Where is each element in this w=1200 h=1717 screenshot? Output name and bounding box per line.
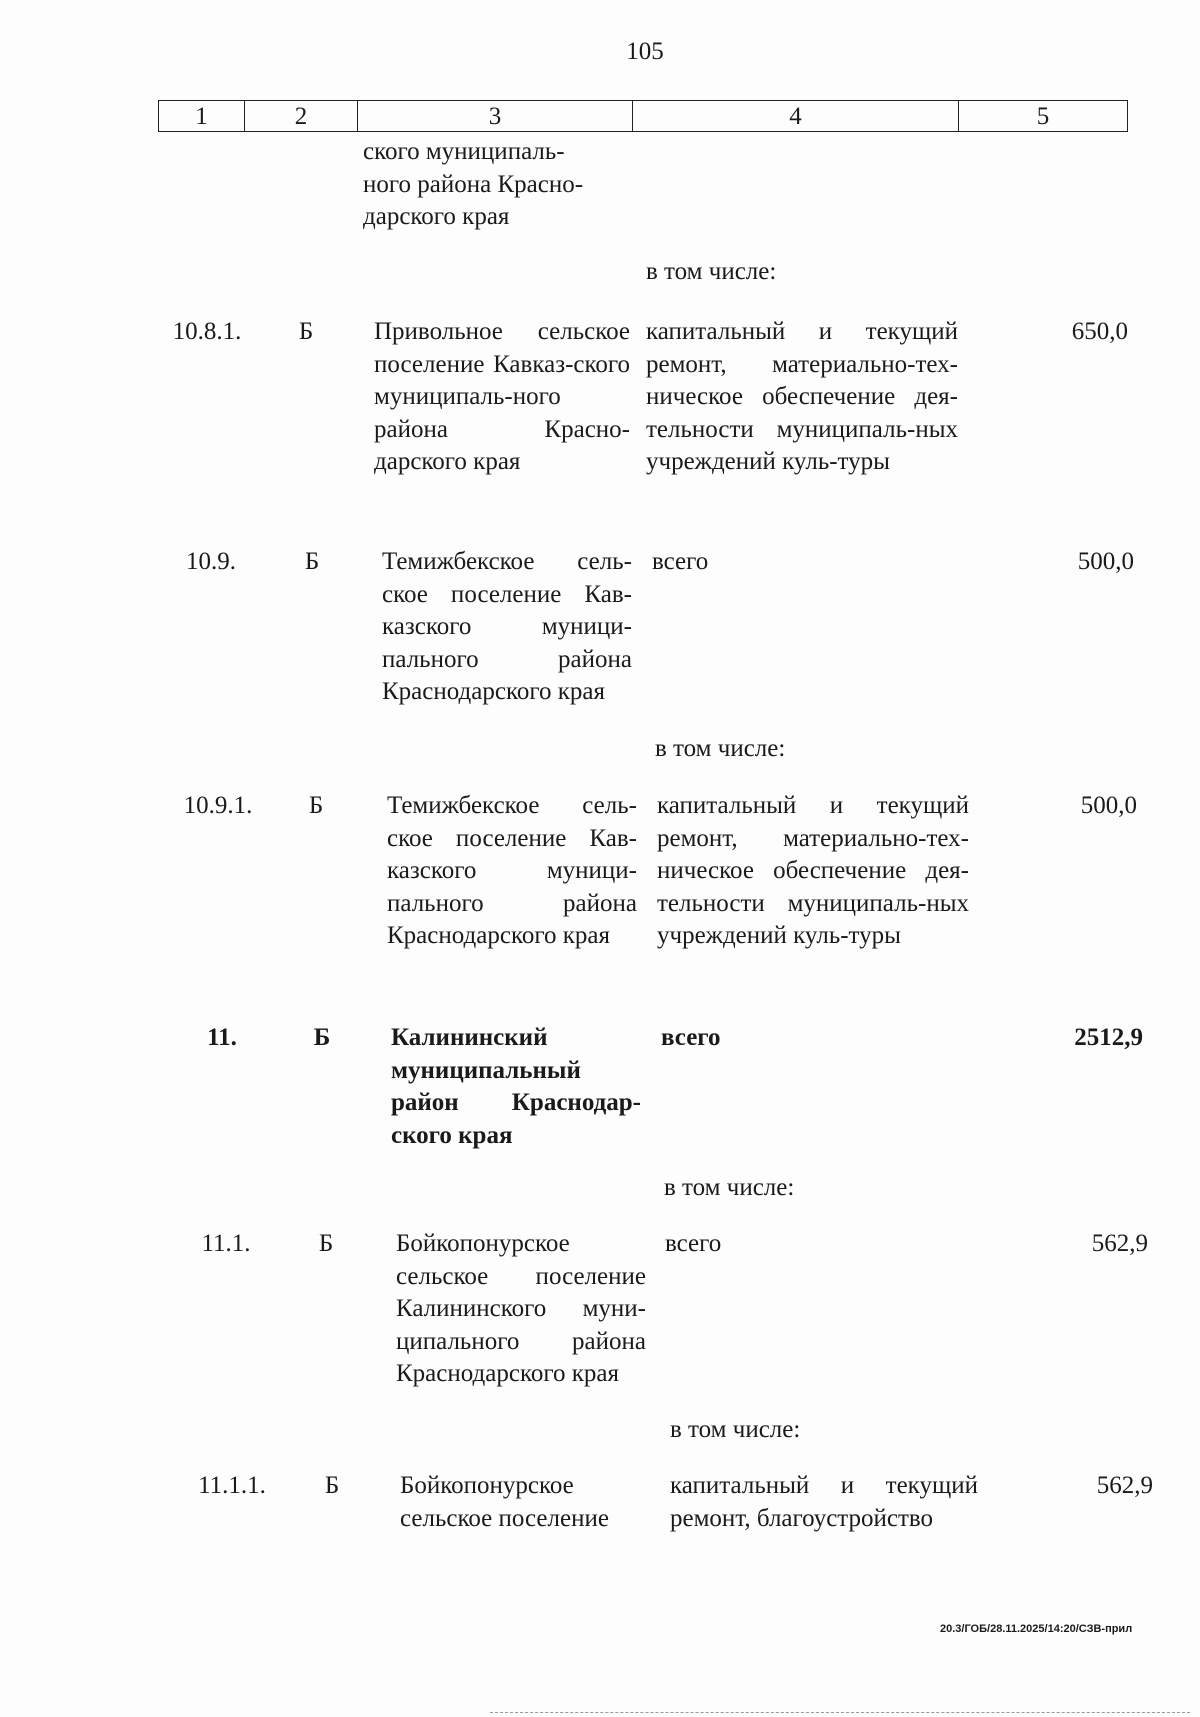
row-amount: 500,0 bbox=[1077, 548, 1134, 575]
row-recipient-name: Привольное сельское поселение Кавказ-ского муниципаль-ного района Красно-дарского края bbox=[374, 318, 630, 475]
row-category: Б bbox=[304, 548, 320, 575]
row-purpose: в том числе: bbox=[655, 735, 786, 762]
row-purpose: в том числе: bbox=[670, 1416, 801, 1443]
row-number: 11. bbox=[207, 1024, 237, 1051]
column-header-4: 4 bbox=[633, 101, 959, 132]
row-purpose: капитальный и текущий ремонт, материально-тех-ническое обеспечение дея-тельности муниципаль-ных учреждений куль-туры bbox=[657, 792, 969, 949]
bottom-scan-line bbox=[490, 1712, 1190, 1713]
row-number: 10.8.1. bbox=[172, 318, 242, 345]
column-header-5: 5 bbox=[959, 101, 1128, 132]
row-category: Б bbox=[324, 1472, 340, 1499]
row-recipient-name: Бойкопонурское сельское поселение Калининского муни-ципального района Краснодарского края bbox=[396, 1230, 646, 1387]
column-header-1: 1 bbox=[159, 101, 245, 132]
row-purpose: капитальный и текущий ремонт, материально-тех-ническое обеспечение дея-тельности муниципаль-ных учреждений куль-туры bbox=[646, 318, 958, 475]
column-header-row bbox=[159, 101, 1128, 132]
row-purpose: в том числе: bbox=[664, 1174, 795, 1201]
row-number: 10.9.1. bbox=[183, 792, 253, 819]
column-header-3: 3 bbox=[358, 101, 633, 132]
row-category: Б bbox=[318, 1230, 334, 1257]
row-number: 11.1. bbox=[201, 1230, 251, 1257]
row-amount: 2512,9 bbox=[1074, 1024, 1143, 1051]
row-purpose: всего bbox=[665, 1230, 722, 1257]
row-purpose: всего bbox=[652, 548, 709, 575]
row-amount: 562,9 bbox=[1091, 1230, 1148, 1257]
row-purpose: капитальный и текущий ремонт, благоустройство bbox=[670, 1472, 978, 1532]
document-code: 20.3/ГОБ/28.11.2025/14:20/СЗВ-прил bbox=[940, 1623, 1133, 1635]
row-recipient-name: Калининский муниципальный район Краснодар-ского края bbox=[391, 1024, 641, 1149]
row-category: Б bbox=[298, 318, 314, 345]
page-number: 105 bbox=[626, 38, 664, 65]
row-number: 10.9. bbox=[186, 548, 236, 575]
row-recipient-name: Темижбекское сель-ское поселение Кав-казского муници-пального района Краснодарского края bbox=[387, 792, 637, 949]
column-header-2: 2 bbox=[245, 101, 358, 132]
column-header-table bbox=[158, 100, 1128, 132]
row-number: 11.1.1. bbox=[198, 1472, 266, 1499]
row-purpose: всего bbox=[661, 1024, 721, 1051]
row-recipient-name: Бойкопонурское сельское поселение bbox=[400, 1472, 609, 1532]
row-recipient-name: ского муниципаль- ного района Красно- дарского края bbox=[363, 138, 584, 230]
row-category: Б bbox=[313, 1024, 331, 1051]
row-category: Б bbox=[308, 792, 324, 819]
row-recipient-name: Темижбекское сель-ское поселение Кав-казского муници-пального района Краснодарского края bbox=[382, 548, 632, 705]
row-amount: 500,0 bbox=[1080, 792, 1137, 819]
row-amount: 650,0 bbox=[1071, 318, 1128, 345]
row-purpose: в том числе: bbox=[646, 258, 777, 285]
row-amount: 562,9 bbox=[1096, 1472, 1153, 1499]
